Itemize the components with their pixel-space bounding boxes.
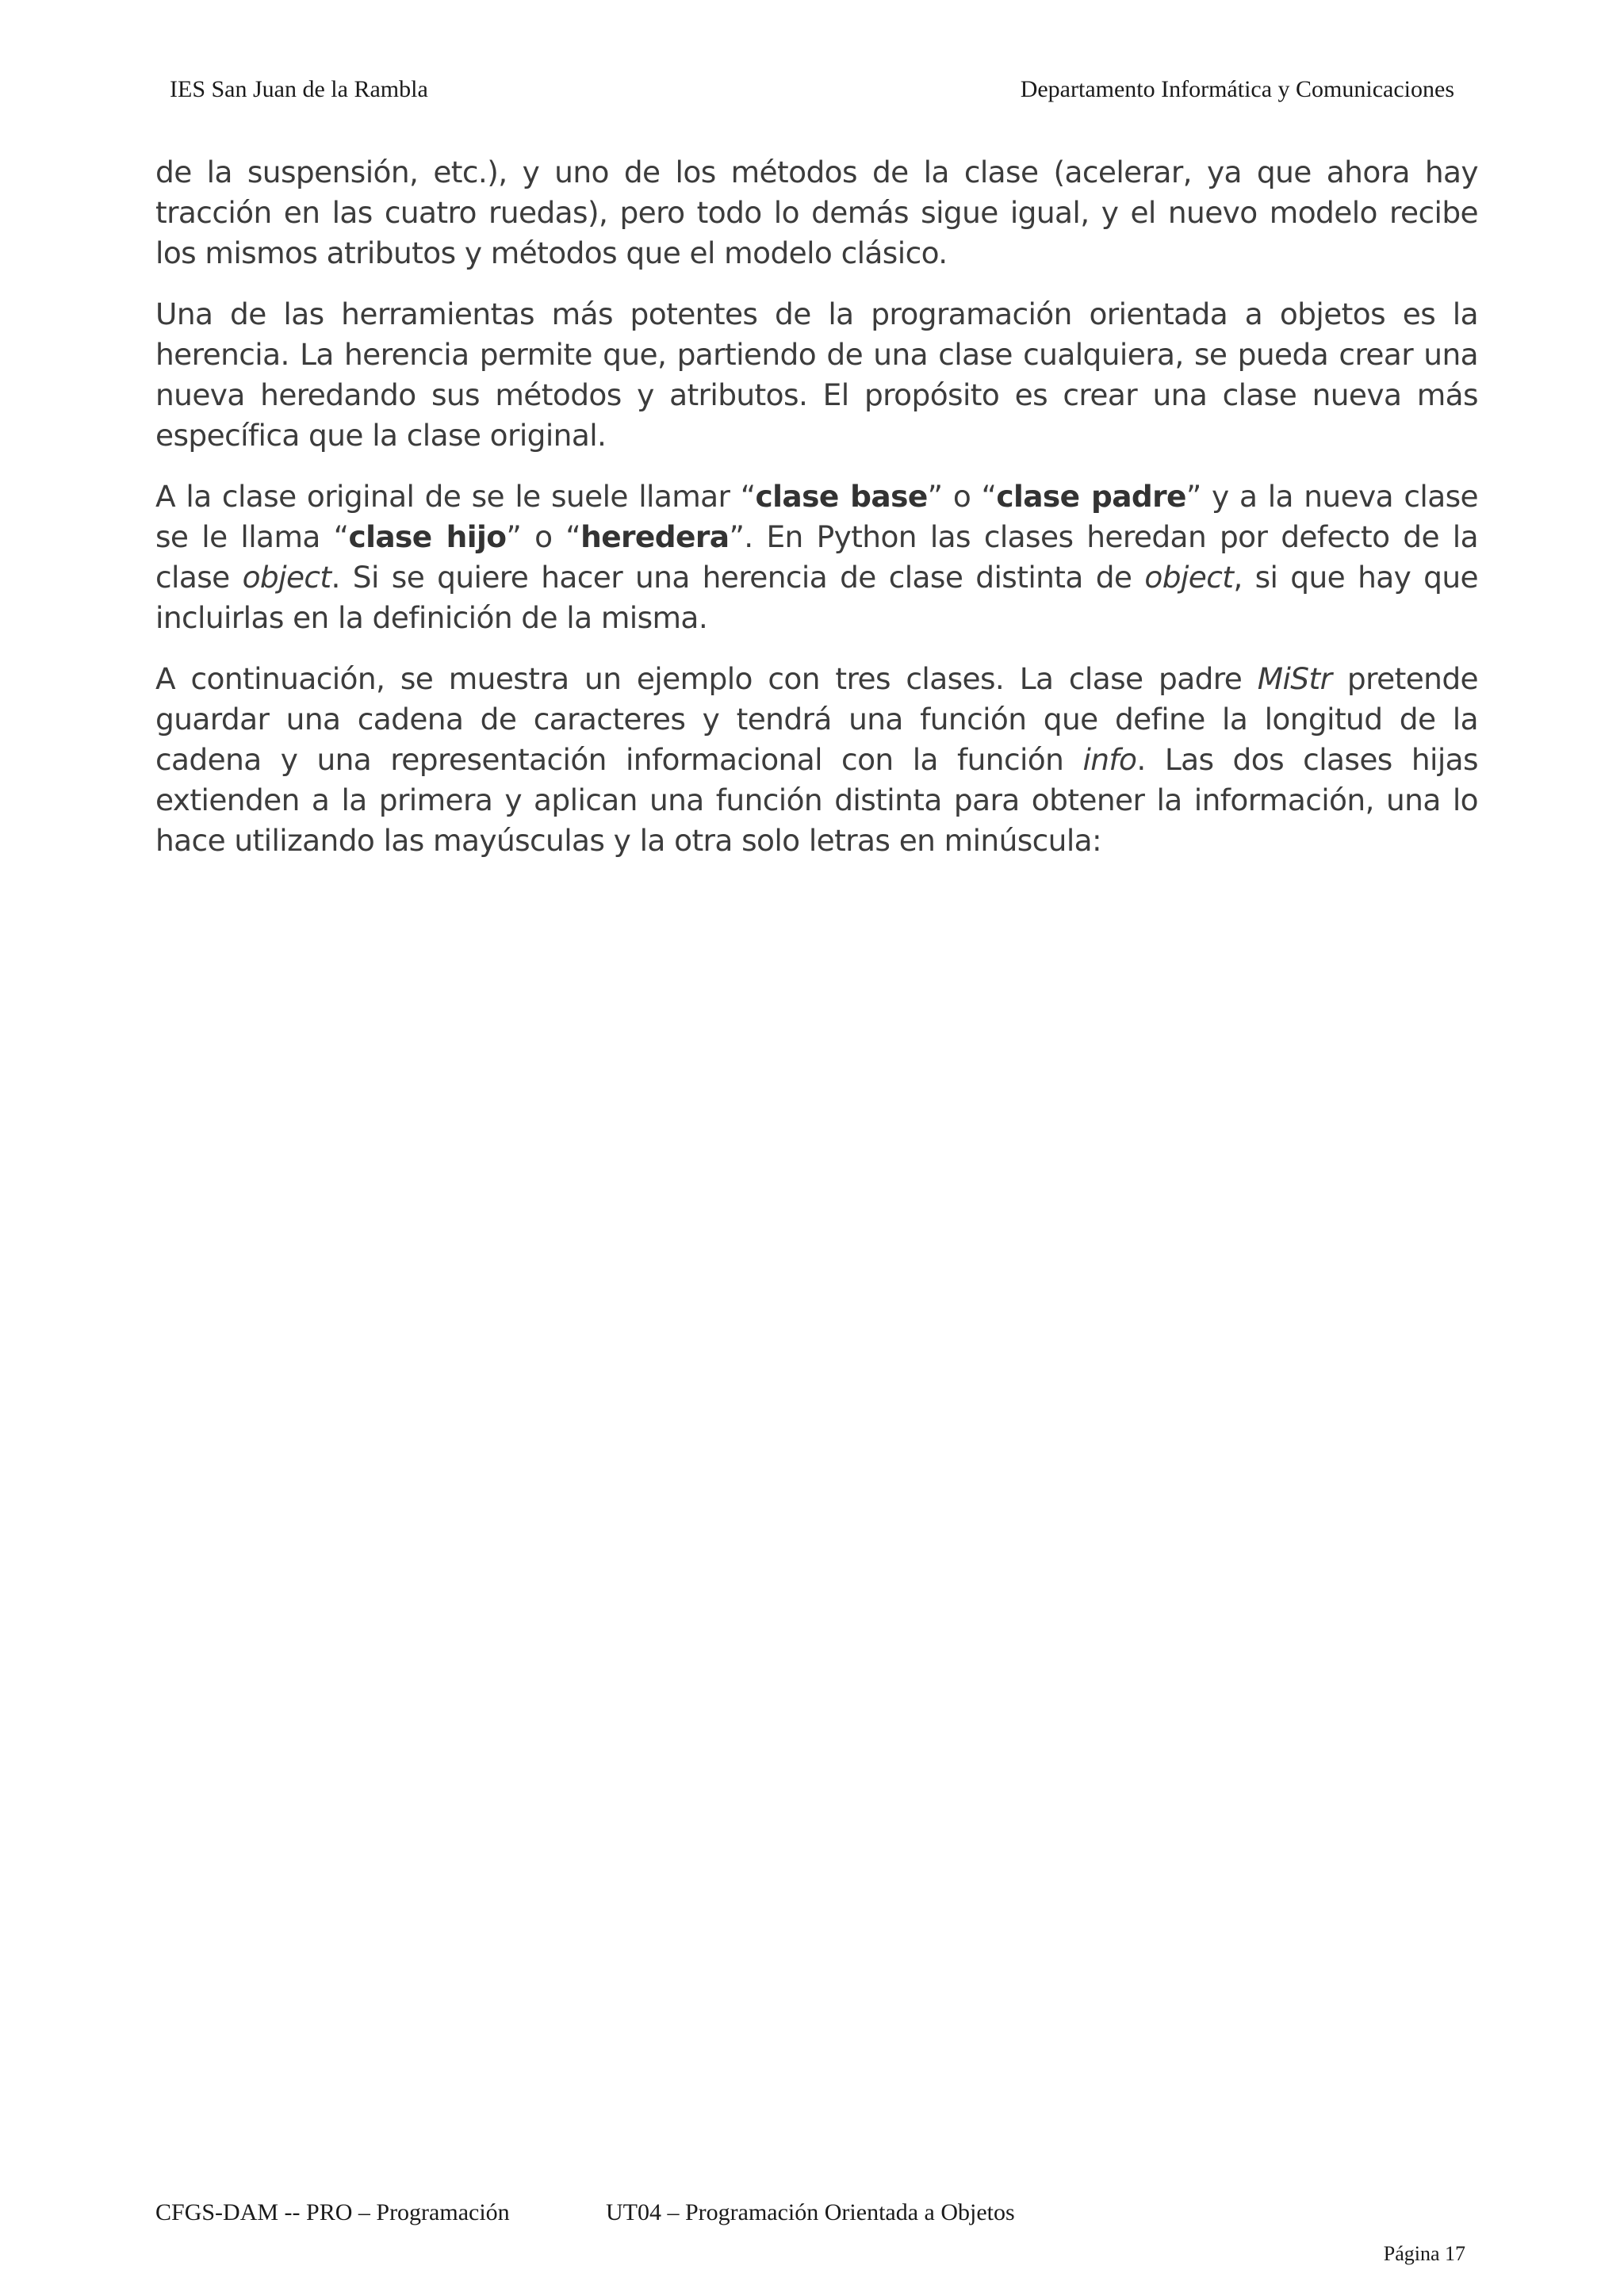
footer-course: CFGS-DAM -- PRO – Programación — [155, 2199, 510, 2225]
term-object: object — [242, 560, 331, 595]
header-school: IES San Juan de la Rambla — [170, 76, 428, 102]
text-run: pretende guardar una cadena de caracteres y tendrá una función que define la longitud de la cadena y una representación informacional con la función — [155, 661, 1479, 777]
footer-unit: UT04 – Programación Orientada a Objetos — [606, 2199, 1015, 2225]
text-run: A la clase original de se le suele llamar “ — [155, 479, 756, 514]
text-run: , si que hay que incluirlas en la definición de la misma. — [155, 560, 1478, 635]
page-footer — [155, 2199, 1465, 2279]
text-run: . Si se quiere hacer una herencia de clase distinta de — [331, 560, 1145, 595]
page-number: Página 17 — [1383, 2242, 1465, 2265]
header-department: Departamento Informática y Comunicaciones — [1020, 76, 1454, 102]
term-clase-hijo: clase hijo — [348, 519, 507, 554]
term-info: info — [1082, 742, 1137, 777]
text-run: ” o “ — [506, 519, 581, 554]
term-object: object — [1144, 560, 1234, 595]
term-clase-padre: clase padre — [996, 479, 1186, 514]
document-body — [155, 152, 1478, 882]
text-run: ” y a la nueva clase se le llama “ — [155, 479, 1478, 554]
text-run: ”. En Python las clases heredan por defecto de la clase — [155, 519, 1479, 595]
text-run: . Las dos clases hijas extienden a la primera y aplican una función distinta para obtener la información, una lo hace utilizando las mayúsculas y la otra solo letras en minúscula: — [155, 742, 1478, 858]
text-run: A continuación, se muestra un ejemplo con tres clases. La clase padre — [155, 661, 1258, 696]
paragraph-herencia: Una de las herramientas más potentes de la programación orientada a objetos es la herencia. La herencia permite que, partiendo de una clase cualquiera, se pueda crear una nueva heredando sus métodos y atributos. El propósito es crear una clase nueva más específica que la clase original. — [155, 297, 1478, 453]
page-header — [170, 76, 1454, 111]
text-run: ” o “ — [927, 479, 997, 514]
term-heredera: heredera — [580, 519, 730, 554]
term-clase-base: clase base — [755, 479, 928, 514]
paragraph-ejemplo — [155, 659, 1478, 861]
term-mistr: MiStr — [1257, 661, 1332, 696]
paragraph-suspension: de la suspensión, etc.), y uno de los métodos de la clase (acelerar, ya que ahora hay tracción en las cuatro ruedas), pero todo lo demás sigue igual, y el nuevo modelo recibe los mismos atributos y métodos que el modelo clásico. — [155, 155, 1478, 270]
paragraph-clase-base — [155, 476, 1478, 638]
